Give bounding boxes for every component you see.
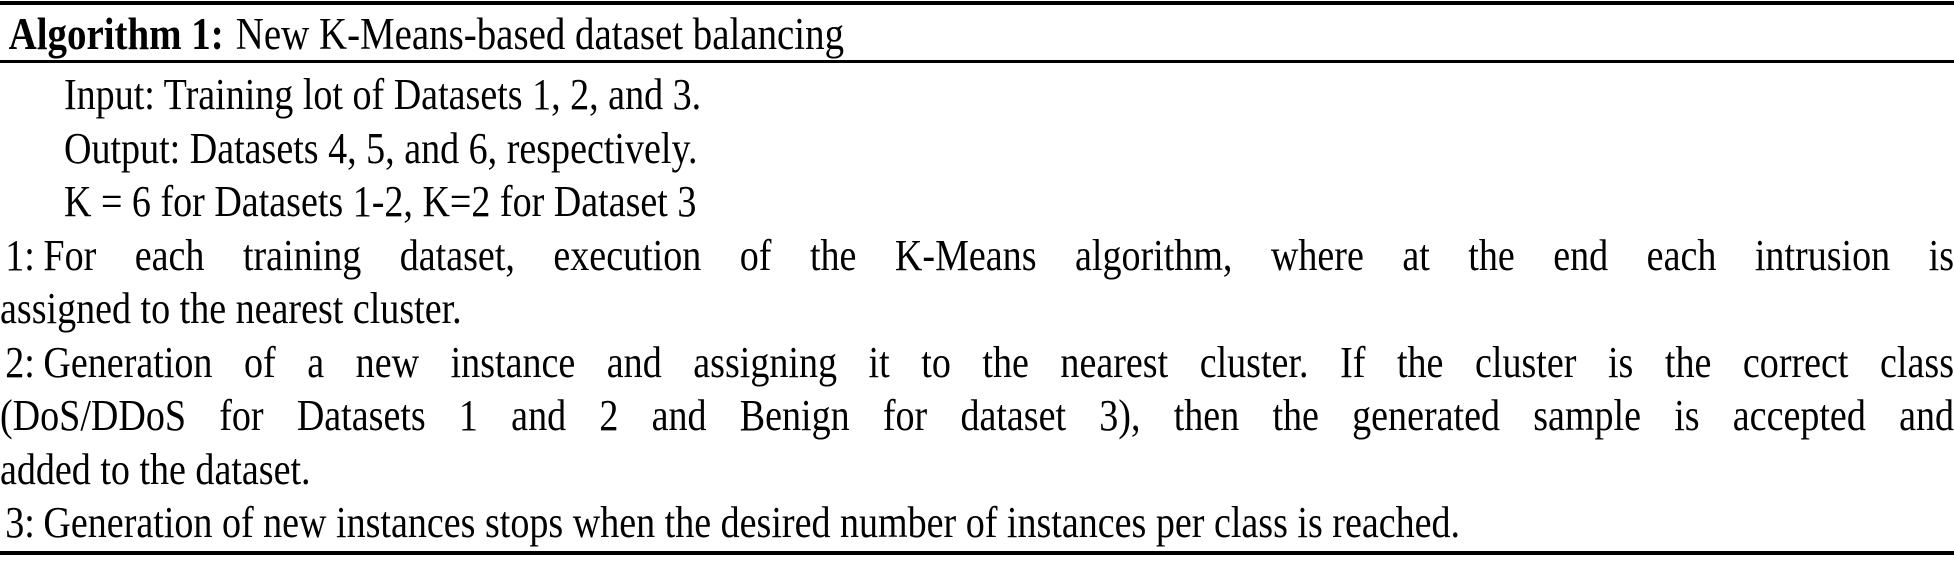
step-line: assigned to the nearest cluster. (0, 284, 462, 333)
step-number: 1: (5, 230, 35, 280)
step-text: Generation of new instances stops when the desired number of instances per class is reached. (43, 498, 1461, 547)
algorithm-title (0, 9, 1954, 60)
algorithm-title-text: New K-Means-based dataset balancing (235, 9, 845, 59)
algorithm-body (0, 68, 1954, 550)
preamble (0, 68, 1954, 229)
steps (0, 229, 1954, 550)
step-number: 2: (5, 337, 35, 387)
step-text: Generation of a new instance and assigning it to the nearest cluster. If the cluster is the correct class (43, 337, 1954, 387)
step-line: added to the dataset. (0, 444, 311, 494)
step-line (0, 229, 1954, 283)
step-text: For each training dataset, execution of the K-Means algorithm, where at the end each intrusion is (43, 230, 1954, 280)
step-number: 3: (5, 498, 35, 547)
step-line (0, 496, 1954, 550)
algorithm-label: Algorithm 1: (8, 9, 224, 59)
preamble-line: Output: Datasets 4, 5, and 6, respectively. (63, 123, 698, 173)
step-line (0, 336, 1954, 390)
preamble-line: Input: Training lot of Datasets 1, 2, and 3. (63, 70, 702, 119)
preamble-line: K = 6 for Datasets 1-2, K=2 for Dataset 3 (63, 177, 697, 226)
step-line: (DoS/DDoS for Datasets 1 and 2 and Benign for dataset 3), then the generated sample is accepted and (0, 391, 1954, 440)
bottom-rule (0, 551, 1954, 555)
